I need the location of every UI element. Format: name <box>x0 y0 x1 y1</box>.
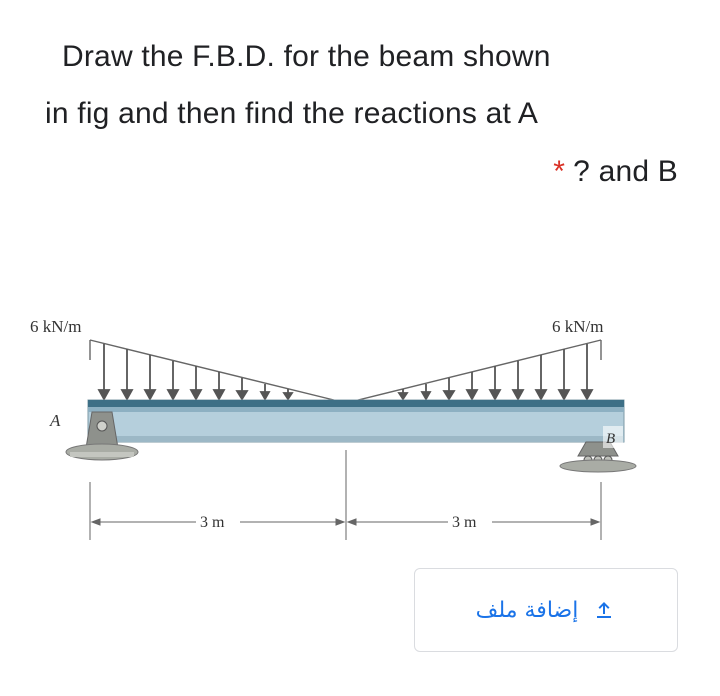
dimension-label-right: 3 m <box>452 514 477 531</box>
beam <box>88 400 624 442</box>
roller-support-b <box>560 442 636 472</box>
upload-icon <box>592 598 616 622</box>
question-line-1: Draw the F.B.D. for the beam shown <box>62 40 551 73</box>
load-label-right: 6 kN/m <box>552 317 604 336</box>
dimension-label-left: 3 m <box>200 514 225 531</box>
point-a-label: A <box>50 411 61 430</box>
question-line-2: in fig and then find the reactions at A <box>45 97 539 130</box>
load-envelope <box>90 340 601 403</box>
question-line-3 <box>553 155 678 189</box>
add-file-button[interactable] <box>414 568 678 652</box>
add-file-label: إضافة ملف <box>475 597 579 623</box>
load-label-left: 6 kN/m <box>30 317 82 336</box>
distributed-load-arrows <box>99 344 592 399</box>
question-line-3-text: ? and B <box>573 155 678 188</box>
dimension-lines <box>90 450 601 540</box>
point-b-label: B <box>606 431 616 447</box>
beam-figure <box>30 300 670 550</box>
required-asterisk: * <box>553 155 566 188</box>
